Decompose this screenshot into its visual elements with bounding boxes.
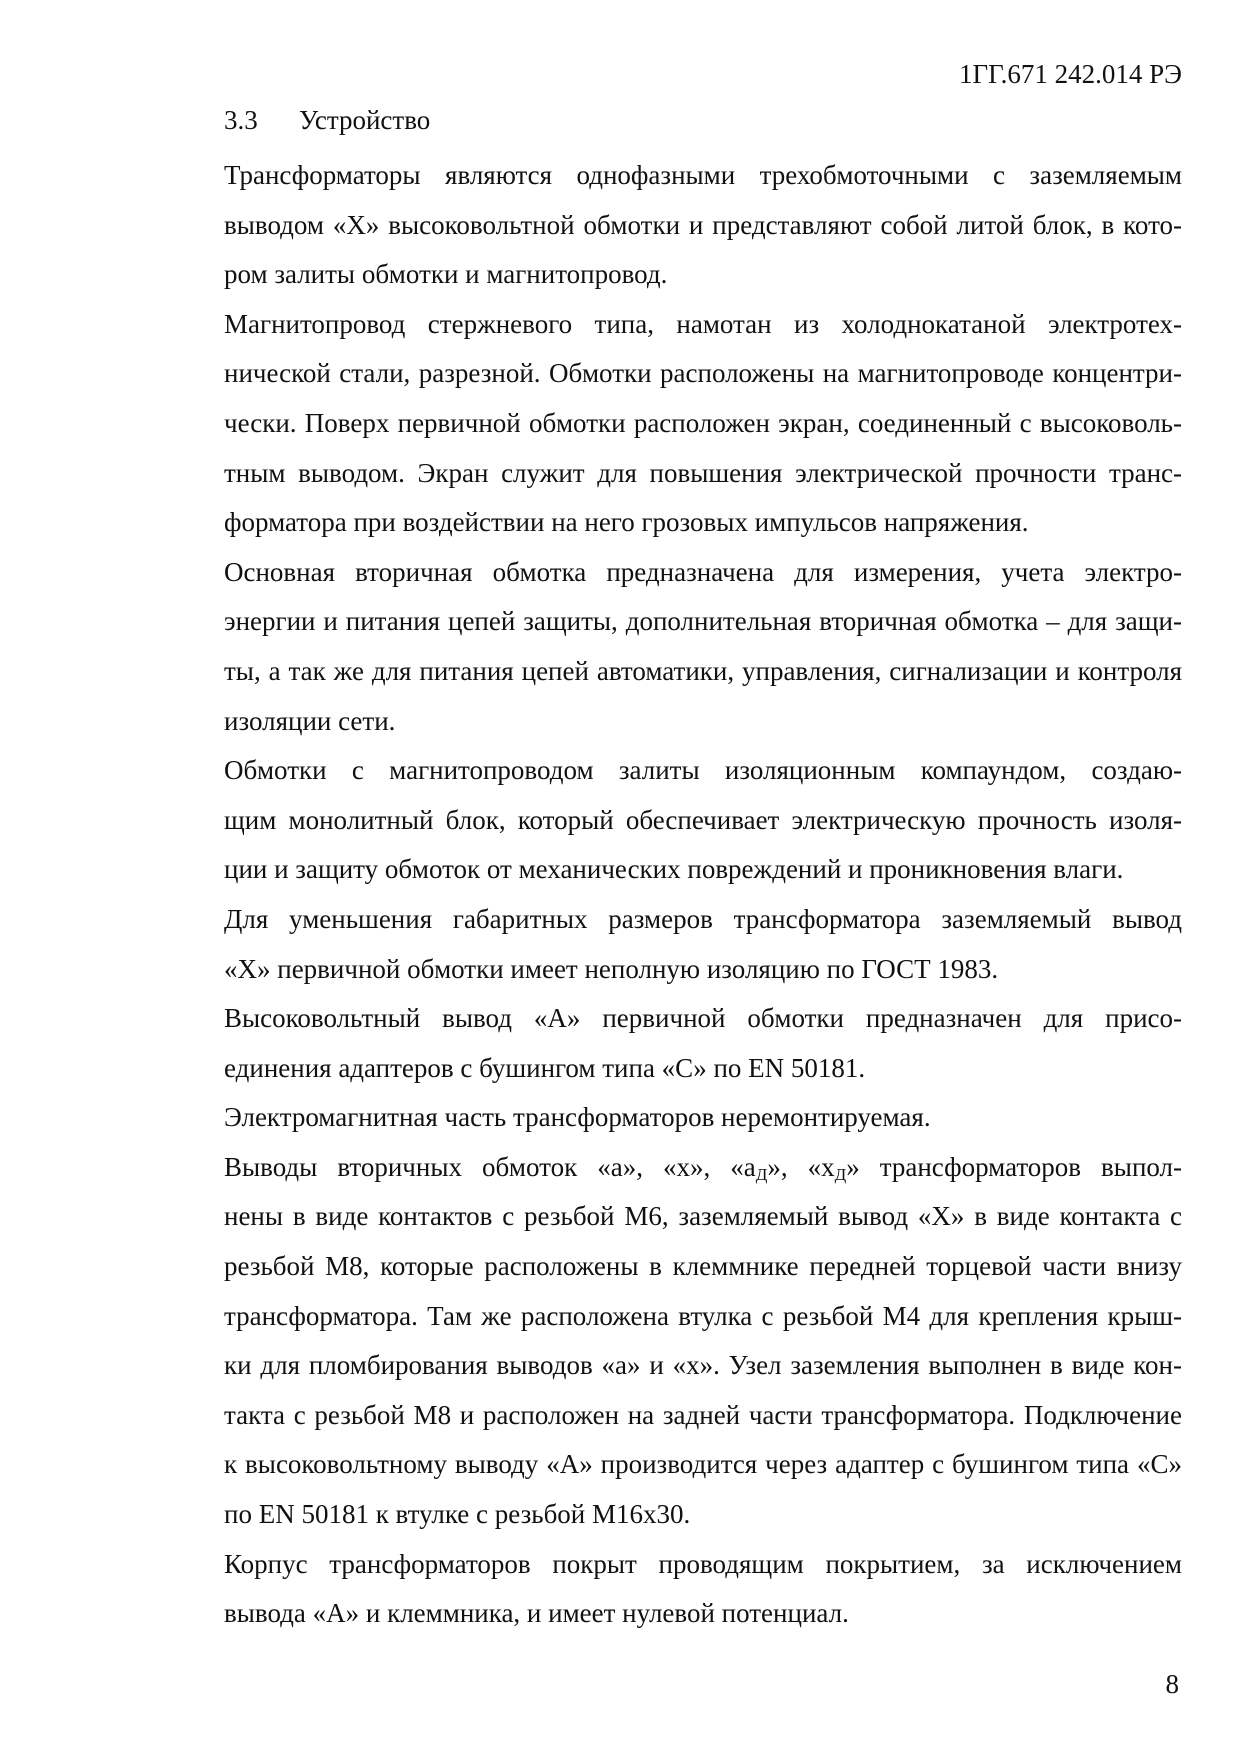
text-fragment: », «х [767, 1151, 835, 1182]
section-heading [224, 104, 430, 136]
text-line: «X» первичной обмотки имеет неполную изоляцию по ГОСТ 1983. [224, 953, 999, 984]
paragraph-non-repairable [149, 1093, 1182, 1143]
paragraph-secondary-windings [149, 548, 1182, 746]
text-fragment: Выводы вторичных обмоток «а», «х», «а [224, 1151, 756, 1182]
text-line: трансформатора. Там же расположена втулка с резьбой М4 для крепления крыш- [224, 1300, 1182, 1331]
paragraph-overview [149, 151, 1182, 300]
paragraph-secondary-terminals [149, 1143, 1182, 1540]
text-line: Трансформаторы являются однофазными трехобмоточными с заземляемым [224, 160, 1182, 190]
text-line: такта с резьбой М8 и расположен на задней части трансформатора. Подключение [224, 1399, 1182, 1430]
page-number: 8 [1165, 1669, 1179, 1699]
text-line: по EN 50181 к втулке с резьбой М16х30. [224, 1499, 691, 1530]
paragraph-grounded-terminal [149, 895, 1182, 994]
text-line: вывода «А» и клеммника, и имеет нулевой потенциал. [224, 1598, 849, 1629]
text-line: выводом «X» высоковольтной обмотки и представляют собой литой блок, в кото- [224, 209, 1182, 240]
text-line: чески. Поверх первичной обмотки расположен экран, соединенный с высоковоль- [224, 407, 1182, 438]
text-line: форматора при воздействии на него грозовых импульсов напряжения. [224, 507, 1029, 538]
text-line: ки для пломбирования выводов «а» и «х». Узел заземления выполнен в виде кон- [224, 1350, 1182, 1381]
text-line: Электромагнитная часть трансформаторов неремонтируемая. [224, 1102, 931, 1133]
text-line: ции и защиту обмоток от механических повреждений и проникновения влаги. [224, 854, 1124, 885]
text-line: Корпус трансформаторов покрыт проводящим покрытием, за исключением [224, 1548, 1182, 1579]
text-line: Основная вторичная обмотка предназначена для измерения, учета электро- [224, 556, 1182, 587]
text-line [149, 1143, 1182, 1193]
text-line: нической стали, разрезной. Обмотки расположены на магнитопроводе концентри- [224, 358, 1182, 389]
text-line: к высоковольтному выводу «А» производится через адаптер с бушингом типа «С» [224, 1449, 1182, 1480]
paragraph-compound [149, 746, 1182, 895]
text-line: тным выводом. Экран служит для повышения электрической прочности транс- [224, 457, 1182, 488]
text-line: энергии и питания цепей защиты, дополнительная вторичная обмотка – для защи- [224, 606, 1182, 637]
document-code: 1ГГ.671 242.014 РЭ [958, 59, 1182, 89]
text-line: изоляции сети. [224, 705, 396, 736]
text-line: Для уменьшения габаритных размеров трансформатора заземляемый вывод [224, 903, 1182, 934]
text-line: щим монолитный блок, который обеспечивает электрическую прочность изоля- [224, 804, 1182, 835]
text-line: ты, а так же для питания цепей автоматики, управления, сигнализации и контроля [224, 655, 1182, 686]
body-text [149, 151, 1182, 1639]
section-number: 3.3 [224, 105, 258, 135]
text-line: Магнитопровод стержневого типа, намотан из холоднокатаной электротех- [224, 308, 1182, 339]
text-fragment: » трансформаторов выпол- [846, 1151, 1183, 1182]
text-line: резьбой М8, которые расположены в клеммнике передней торцевой части внизу [224, 1251, 1182, 1282]
text-line: ром залиты обмотки и магнитопровод. [224, 259, 668, 290]
subscript-index: Д [755, 1164, 768, 1184]
paragraph-magnetic-core [149, 300, 1182, 548]
subscript-index: Д [834, 1164, 847, 1184]
text-line: нены в виде контактов с резьбой М6, заземляемый вывод «X» в виде контакта с [224, 1201, 1182, 1232]
text-line: Высоковольтный вывод «А» первичной обмотки предназначен для присо- [224, 1003, 1182, 1034]
text-line: Обмотки с магнитопроводом залиты изоляционным компаундом, создаю- [224, 755, 1182, 786]
section-title: Устройство [299, 105, 431, 135]
paragraph-hv-terminal [149, 994, 1182, 1093]
text-line: единения адаптеров с бушингом типа «С» по EN 50181. [224, 1052, 866, 1083]
paragraph-housing [149, 1540, 1182, 1639]
